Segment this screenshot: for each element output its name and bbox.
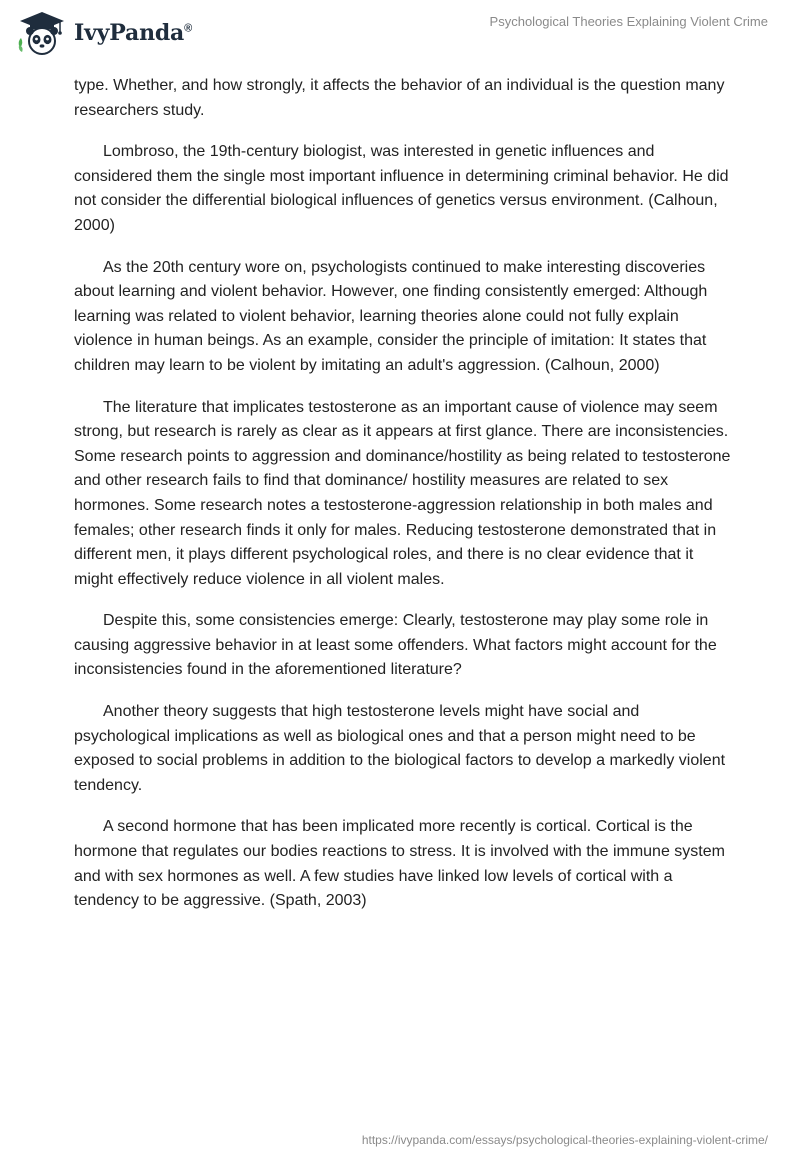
paragraph: The literature that implicates testosterone as an important cause of violence may seem strong, but research is rarely as clear as it appears at first glance. There are inconsistencies. Some research points to aggression and dominance/hostility as being related to testosterone and other research fails to find that dominance/ hostility measures are related to sex hormones. Some research notes a testosterone-aggression relationship in both males and females; other research finds it only for males. Reducing testosterone demonstrated that in different men, it plays different psychological roles, and there is no clear evidence that it might effectively reduce violence in all violent males. xyxy=(74,398,731,588)
brand-name: IvyPanda® xyxy=(74,20,193,46)
panda-mascot-icon xyxy=(16,10,68,56)
paragraph: Despite this, some consistencies emerge: Clearly, testosterone may play some role in causing aggressive behavior in at least some offenders. What factors might account for the inconsistencies found in the aforementioned literature? xyxy=(74,612,717,679)
registered-mark: ® xyxy=(184,22,193,35)
paragraph-continued: type. Whether, and how strongly, it affects the behavior of an individual is the question many researchers study. xyxy=(74,77,725,119)
paragraph: Lombroso, the 19th-century biologist, was interested in genetic influences and considered them the single most important influence in determining criminal behavior. He did not consider the differential biological influences of genetics versus environment. (Calhoun, 2000) xyxy=(74,143,729,234)
essay-body xyxy=(74,74,734,931)
paragraph: A second hormone that has been implicated more recently is cortical. Cortical is the hormone that regulates our bodies reactions to stress. It is involved with the immune system and with sex hormones as well. A few studies have linked low levels of cortical with a tendency to be aggressive. (Spath, 2003) xyxy=(74,818,725,910)
document-title: Psychological Theories Explaining Violent Crime xyxy=(489,14,768,29)
paragraph: As the 20th century wore on, psychologists continued to make interesting discoveries about learning and violent behavior. However, one finding consistently emerged: Although learning was related to violent behavior, learning theories alone could not fully explain violence in human beings. As an example, consider the principle of imitation: It states that children may learn to be violent by imitating an adult's aggression. (Calhoun, 2000) xyxy=(74,258,708,374)
page-header xyxy=(0,0,800,64)
paragraph: Another theory suggests that high testosterone levels might have social and psychological implications as well as biological ones and that a person might need to be exposed to social problems in addition to the biological factors to develop a markedly violent tendency. xyxy=(74,703,726,794)
ivypanda-logo[interactable] xyxy=(16,8,192,58)
source-url-link[interactable]: https://ivypanda.com/essays/psychological-theories-explaining-violent-crime/ xyxy=(361,1133,768,1147)
